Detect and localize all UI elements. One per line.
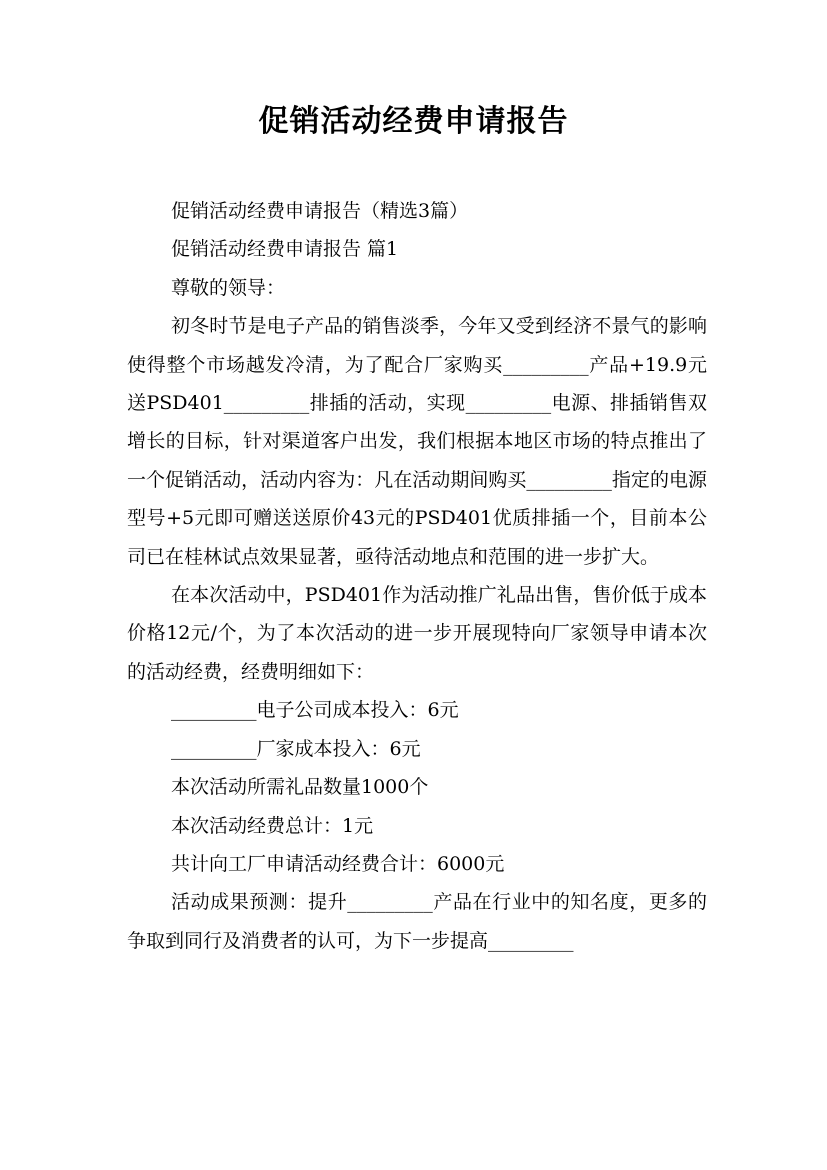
body-paragraph: 活动成果预测：提升_________产品在行业中的知名度，更多的争取到同行及消费者的认可，为下一步提高_________ — [127, 891, 707, 952]
expense-line: 本次活动经费总计：1元 — [171, 814, 374, 837]
expense-line: 共计向工厂申请活动经费合计：6000元 — [171, 852, 505, 875]
expense-line: 本次活动所需礼品数量1000个 — [171, 776, 429, 799]
document-body — [127, 192, 707, 960]
salutation: 尊敬的领导： — [171, 276, 286, 299]
expense-line: _________电子公司成本投入：6元 — [171, 699, 459, 722]
subtitle-paragraph: 促销活动经费申请报告（精选3篇） — [171, 200, 469, 222]
expense-line: _________厂家成本投入：6元 — [171, 737, 421, 760]
document-title: 促销活动经费申请报告 — [258, 104, 569, 139]
body-paragraph: 初冬时节是电子产品的销售淡季，今年又受到经济不景气的影响使得整个市场越发冷清，为了配合厂家购买_________产品+19.9元送PSD401_________排插的活动，实现_________电源、排插销售双增长的目标，针对渠道客户出发，我们根据本地区市场的特点推出了一个促销活动，活动内容为：凡在活动期间购买_________指定的电源型号+5元即可赠送送原价43元的PSD401优质排插一个，目前本公司已在桂林试点效果显著，亟待活动地点和范围的进一步扩大。 — [127, 315, 707, 568]
section-heading: 促销活动经费申请报告 篇1 — [171, 238, 399, 261]
body-paragraph: 在本次活动中，PSD401作为活动推广礼品出售，售价低于成本价格12元/个，为了本次活动的进一步开展现特向厂家领导申请本次的活动经费，经费明细如下： — [127, 584, 707, 683]
